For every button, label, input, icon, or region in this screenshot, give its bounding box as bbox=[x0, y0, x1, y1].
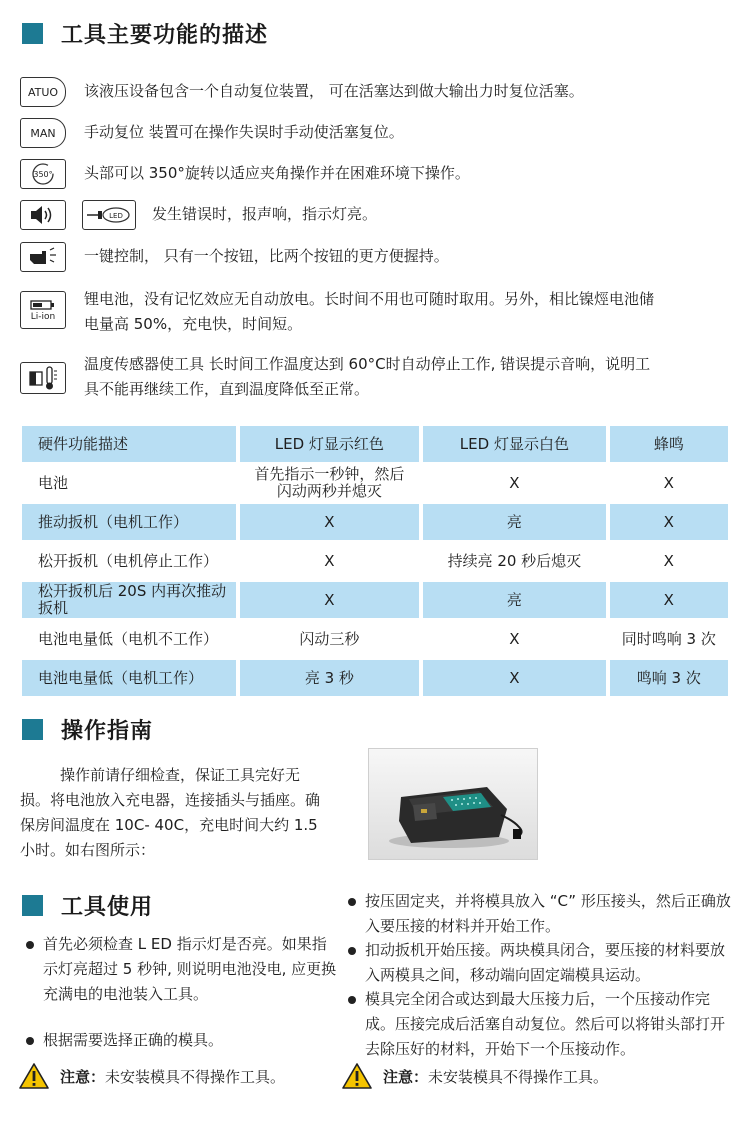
feature-text: 头部可以 350°旋转以适应夹角操作并在困难环境下操作。 bbox=[84, 164, 470, 182]
table-cell: 电池电量低（电机不工作） bbox=[22, 621, 236, 657]
list-item bbox=[348, 938, 732, 988]
table-row bbox=[22, 504, 728, 540]
warning-note-left bbox=[18, 1062, 285, 1090]
table-header-row bbox=[22, 426, 728, 462]
rotate-350-icon bbox=[20, 159, 66, 189]
auto-reset-icon bbox=[20, 77, 66, 107]
section-header-functions bbox=[22, 18, 268, 48]
table-row bbox=[22, 582, 728, 618]
bullet-dot-icon bbox=[348, 996, 356, 1004]
feature-row-alarm bbox=[20, 200, 672, 230]
bullet-text: 扣动扳机开始压接。两块模具闭合，要压接的材料要放入两模具之间，移动端向固定端模具运动。 bbox=[365, 941, 726, 984]
section-square-icon bbox=[22, 895, 43, 916]
bullet-text: 模具完全闭合或达到最大压接力后，一个压接动作完成。压接完成后活塞自动复位。然后可以将钳头部打开去除压好的材料，开始下一个压接动作。 bbox=[365, 990, 726, 1058]
feature-text: 温度传感器使工具 长时间工作温度达到 60°C时自动停止工作, 错误提示音响，说明工具不能再继续工作，直到温度降低至正常。 bbox=[84, 355, 651, 398]
section-title: 工具主要功能的描述 bbox=[61, 22, 269, 48]
table-cell: X bbox=[610, 543, 728, 579]
table-cell: 亮 3 秒 bbox=[240, 660, 420, 696]
section-header-usage bbox=[22, 890, 153, 920]
table-row bbox=[22, 465, 728, 501]
charger-photo bbox=[368, 748, 538, 860]
table-cell: 亮 bbox=[423, 504, 606, 540]
table-cell: 亮 bbox=[423, 582, 606, 618]
speaker-icon bbox=[20, 200, 66, 230]
feature-row-one-button bbox=[20, 242, 684, 272]
feature-row-auto bbox=[20, 77, 684, 107]
icon-label: ATUO bbox=[27, 85, 59, 99]
warning-text: 未安装模具不得操作工具。 bbox=[105, 1067, 286, 1086]
section-header-guide bbox=[22, 714, 153, 744]
feature-row-rotate bbox=[20, 159, 684, 189]
svg-text:LED: LED bbox=[109, 212, 123, 220]
table-cell: X bbox=[423, 465, 606, 501]
feature-text: 发生错误时，报声响，指示灯亮。 bbox=[152, 205, 378, 223]
table-row bbox=[22, 660, 728, 696]
feature-row-temperature bbox=[20, 352, 664, 402]
table-cell: 闪动三秒 bbox=[240, 621, 420, 657]
table-cell: 松开扳机后 20S 内再次推动扳机 bbox=[22, 582, 236, 618]
list-item bbox=[26, 932, 338, 1007]
bullet-text: 首先必须检查 L ED 指示灯是否亮。如果指示灯亮超过 5 秒钟, 则说明电池没电, 应更换充满电的电池装入工具。 bbox=[43, 935, 337, 1003]
table-cell: 推动扳机（电机工作） bbox=[22, 504, 236, 540]
table-cell: X bbox=[240, 582, 420, 618]
table-cell: 电池电量低（电机工作） bbox=[22, 660, 236, 696]
table-cell: 松开扳机（电机停止工作） bbox=[22, 543, 236, 579]
thermometer-icon bbox=[20, 362, 66, 394]
table-cell: X bbox=[610, 504, 728, 540]
bullet-dot-icon bbox=[26, 941, 34, 949]
table-header-cell: LED 灯显示白色 bbox=[423, 426, 606, 462]
bullet-dot-icon bbox=[348, 898, 356, 906]
feature-row-manual bbox=[20, 118, 684, 148]
warning-text: 未安装模具不得操作工具。 bbox=[428, 1067, 609, 1086]
finger-press-icon bbox=[20, 242, 66, 272]
list-item bbox=[348, 987, 732, 1062]
section-square-icon bbox=[22, 719, 43, 740]
feature-text: 该液压设备包含一个自动复位装置， 可在活塞达到做大输出力时复位活塞。 bbox=[84, 82, 584, 100]
table-header-cell: LED 灯显示红色 bbox=[240, 426, 420, 462]
table-cell: X bbox=[610, 582, 728, 618]
bullet-text: 按压固定夹，并将模具放入 “C” 形压接头，然后正确放入要压接的材料并开始工作。 bbox=[365, 892, 731, 935]
table-row bbox=[22, 621, 728, 657]
bullet-text: 根据需要选择正确的模具。 bbox=[43, 1031, 224, 1049]
list-item bbox=[26, 1028, 338, 1053]
table-cell: X bbox=[423, 660, 606, 696]
icon-label: Li-ion bbox=[30, 312, 56, 322]
warning-label: 注意： bbox=[383, 1067, 429, 1086]
table-cell: X bbox=[240, 504, 420, 540]
warning-icon bbox=[18, 1062, 50, 1090]
feature-text: 手动复位 装置可在操作失误时手动使活塞复位。 bbox=[84, 123, 404, 141]
led-icon bbox=[82, 200, 136, 230]
bullet-dot-icon bbox=[26, 1037, 34, 1045]
table-cell: 电池 bbox=[22, 465, 236, 501]
warning-label: 注意： bbox=[60, 1067, 106, 1086]
guide-text: 操作前请仔细检查，保证工具完好无损。将电池放入充电器，连接插头与插座。确保房间温度在 10C- 40C，充电时间大约 1.5 小时。如右图所示： bbox=[20, 766, 321, 859]
warning-icon bbox=[341, 1062, 373, 1090]
svg-text:350°: 350° bbox=[33, 170, 53, 179]
hardware-function-table bbox=[18, 423, 732, 699]
table-cell: 持续亮 20 秒后熄灭 bbox=[423, 543, 606, 579]
battery-icon bbox=[20, 291, 66, 329]
section-title: 操作指南 bbox=[61, 718, 154, 744]
table-header-cell: 蜂鸣 bbox=[610, 426, 728, 462]
table-header-cell: 硬件功能描述 bbox=[22, 426, 236, 462]
section-title: 工具使用 bbox=[61, 894, 154, 920]
icon-label: MAN bbox=[30, 126, 56, 140]
table-cell: 同时鸣响 3 次 bbox=[610, 621, 728, 657]
list-item bbox=[348, 889, 732, 939]
table-cell: 鸣响 3 次 bbox=[610, 660, 728, 696]
section-square-icon bbox=[22, 23, 43, 44]
table-cell: 首先指示一秒钟，然后闪动两秒并熄灭 bbox=[240, 465, 420, 501]
feature-text: 一键控制， 只有一个按钮，比两个按钮的更方便握持。 bbox=[84, 247, 449, 265]
feature-text: 锂电池，没有记忆效应无自动放电。长时间不用也可随时取用。另外，相比镍烴电池储电量高 50%，充电快，时间短。 bbox=[84, 290, 655, 333]
feature-row-battery bbox=[20, 287, 664, 337]
bullet-dot-icon bbox=[348, 947, 356, 955]
warning-note-right bbox=[341, 1062, 608, 1090]
table-row bbox=[22, 543, 728, 579]
table-cell: X bbox=[610, 465, 728, 501]
table-cell: X bbox=[423, 621, 606, 657]
manual-reset-icon bbox=[20, 118, 66, 148]
table-cell: X bbox=[240, 543, 420, 579]
